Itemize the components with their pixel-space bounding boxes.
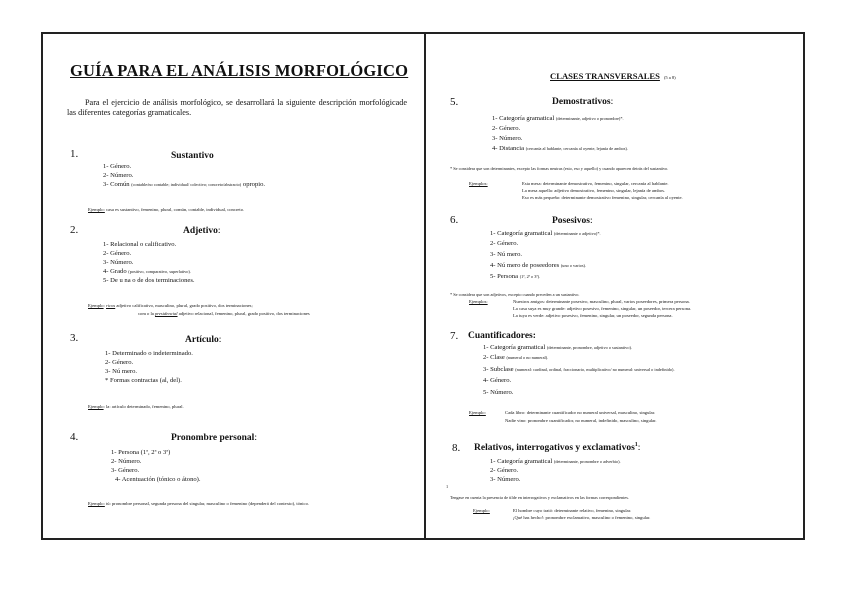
example-line: Esta mesa: determinante demostrativo, femenino, singular, cercanía al hablante. xyxy=(522,181,669,186)
list-item: 1- Categoría gramatical (determinante o adjetivo)*. xyxy=(490,230,601,237)
example-line: La casa suya es muy grande: adjetivo posesivo, femenino, singular, un poseedor, tercera persona. xyxy=(513,306,692,311)
list-item: 3- Número. xyxy=(490,476,521,483)
section-number: 4. xyxy=(70,431,79,443)
list-item: 3- Subclase (numeral: cardinal, ordinal, fraccionario, multiplicativo/ no numeral: universal o indefinido). xyxy=(483,366,675,373)
example-line: El hombre cuyo trató: determinante relativo, femenino, singular. xyxy=(513,508,632,513)
example: Ejemplo: la: artículo determinado, femenino, plural. xyxy=(88,404,184,409)
section-title-articulo: Artículo: xyxy=(185,335,222,345)
page-title-right: CLASES TRANSVERSALES (5 a 8) xyxy=(550,71,676,81)
example: Ejemplo: tú: pronombre personal, segunda persona del singular, masculino o femenino (dependerá del contexto), tónico. xyxy=(88,501,310,506)
list-item: 5- Persona (1ª, 2ª o 3ª). xyxy=(490,273,541,280)
list-item: 3- Nú mero. xyxy=(105,368,138,375)
page-title: GUÍA PARA EL ANÁLISIS MORFOLÓGICO xyxy=(70,61,409,80)
example-label: Ejemplo: xyxy=(469,410,486,415)
example-line: Nuestros amigos: determinante posesivo, masculino, plural, varios poseedores, primera persona. xyxy=(513,299,690,304)
list-item: 5- De u na o de dos terminaciones. xyxy=(103,277,195,284)
page-divider xyxy=(424,32,426,540)
section-title-pronombre: Pronombre personal: xyxy=(171,433,257,443)
list-item: 4- Nú mero de poseedores (uno o varios). xyxy=(490,262,587,269)
list-item: 2- Número. xyxy=(111,458,142,465)
list-item: 2- Número. xyxy=(103,172,134,179)
example-line: La mesa aquella: adjetivo demostrativo, femenino, singular, lejanía de ambos. xyxy=(522,188,666,193)
example-line: La tuya es verde: adjetivo posesivo, femenino, singular, un poseedor, segunda persona. xyxy=(513,313,673,318)
section-number: 2. xyxy=(70,224,79,236)
list-item: 2- Género. xyxy=(490,467,519,474)
section-number: 5. xyxy=(450,96,459,108)
list-item: 4- Distancia (cercanía al hablante, cercanía al oyente, lejanía de ambos). xyxy=(492,145,628,152)
list-item: 5- Número. xyxy=(483,389,514,396)
list-item: 3- Nú mero. xyxy=(490,251,523,258)
section-title-cuantificadores: Cuantificadores: xyxy=(468,331,536,341)
list-item: 2- Género. xyxy=(490,240,519,247)
list-item: 1- Determinado o indeterminado. xyxy=(105,350,193,357)
list-item: 3- Género. xyxy=(111,467,140,474)
list-item: 2- Género. xyxy=(105,359,134,366)
list-item: 1- Categoría gramatical (determinante, adjetivo o pronombre)*. xyxy=(492,115,624,122)
example-label: Ejemplos: xyxy=(469,181,488,186)
section-number: 1. xyxy=(70,148,79,160)
section-title-sustantivo: Sustantivo xyxy=(171,151,214,161)
list-item: 2- Clase (numeral o no numeral). xyxy=(483,354,549,361)
right-page xyxy=(427,34,803,538)
section-number: 8. xyxy=(452,442,461,454)
example-label: Ejemplos: xyxy=(469,299,488,304)
example: Ejemplo: ricos adjetivo calificativo, masculino, plural, grado positivo, dos terminaciones; xyxy=(88,303,253,308)
footnote: Tengase en cuenta la presencia de tilde en interrogativos y exclamativos en las formas correspondientes. xyxy=(450,495,630,500)
list-item: 2- Género. xyxy=(492,125,521,132)
footnote-mark: 1 xyxy=(446,484,449,489)
list-item: * Formas contractas (al, del). xyxy=(105,377,182,384)
section-title-adjetivo: Adjetivo: xyxy=(183,226,221,236)
section-number: 6. xyxy=(450,214,459,226)
list-item: 4- Grado (positivo, comparativo, superlativo). xyxy=(103,268,191,275)
example: com o la presidencial adjetivo relacional, femenino, plural, grado positivo, dos terminaciones xyxy=(138,311,310,316)
example-label: Ejemplo: xyxy=(473,508,490,513)
list-item: 1- Categoría gramatical (determinante, pronombre o adverbio). xyxy=(490,458,621,465)
list-item: 3- Número. xyxy=(492,135,523,142)
list-item: 4- Acentuación (tónico o átono). xyxy=(115,476,201,483)
section-title-demostrativos: Demostrativos: xyxy=(552,97,614,107)
left-page xyxy=(43,34,423,538)
example-line: Eso es más pequeño: determinante demostrativo femenino, singular, cercanía al oyente. xyxy=(522,195,683,200)
footnote: * Se considera que son determinantes, excepto las formas neutras (esto, eso y aquello) y cuando aparecen detrás del sustantivo. xyxy=(450,166,669,171)
example-line: ¡Qué has hecho!: pronombre exclamativo, masculino o femenino, singular. xyxy=(513,515,651,520)
list-item: 1- Persona (1ª, 2ª o 3ª) xyxy=(111,449,171,456)
list-item: 4- Género. xyxy=(483,377,512,384)
list-item: 2- Género. xyxy=(103,250,132,257)
list-item: 1- Género. xyxy=(103,163,132,170)
example: Ejemplo: casa es sustantivo, femenino, plural, común, contable, individual, concreto. xyxy=(88,207,245,212)
list-item: 1- Relacional o calificativo. xyxy=(103,241,177,248)
section-title-posesivos: Posesivos: xyxy=(552,216,593,226)
section-title-relativos: Relativos, interrogativos y exclamativos$^1$: xyxy=(474,442,641,454)
list-item: 3- Número. xyxy=(103,259,134,266)
list-item: 1- Categoría gramatical (determinante, pronombre, adjetivo o sustantivo). xyxy=(483,344,632,351)
footnote: * Se considera que son adjetivos, excepto cuando preceden a un sustantivo. xyxy=(450,292,580,297)
intro-text: Para el ejercicio de análisis morfológico, se desarrollará la siguiente descripción morfológicade las diferentes categorías gramaticales. xyxy=(67,98,407,117)
list-item: 3- Común (contable/no contable; individual/ colectivo; concreto/abstracto) opropio. xyxy=(103,181,266,188)
section-number: 3. xyxy=(70,332,79,344)
example-line: Cada libro: determinante cuantificador no numeral universal, masculino, singular. xyxy=(505,410,656,415)
section-number: 7. xyxy=(450,330,459,342)
example-line: Nadie vino: pronombre cuantificador, no numeral, indefinido, masculino, singular. xyxy=(505,418,657,423)
